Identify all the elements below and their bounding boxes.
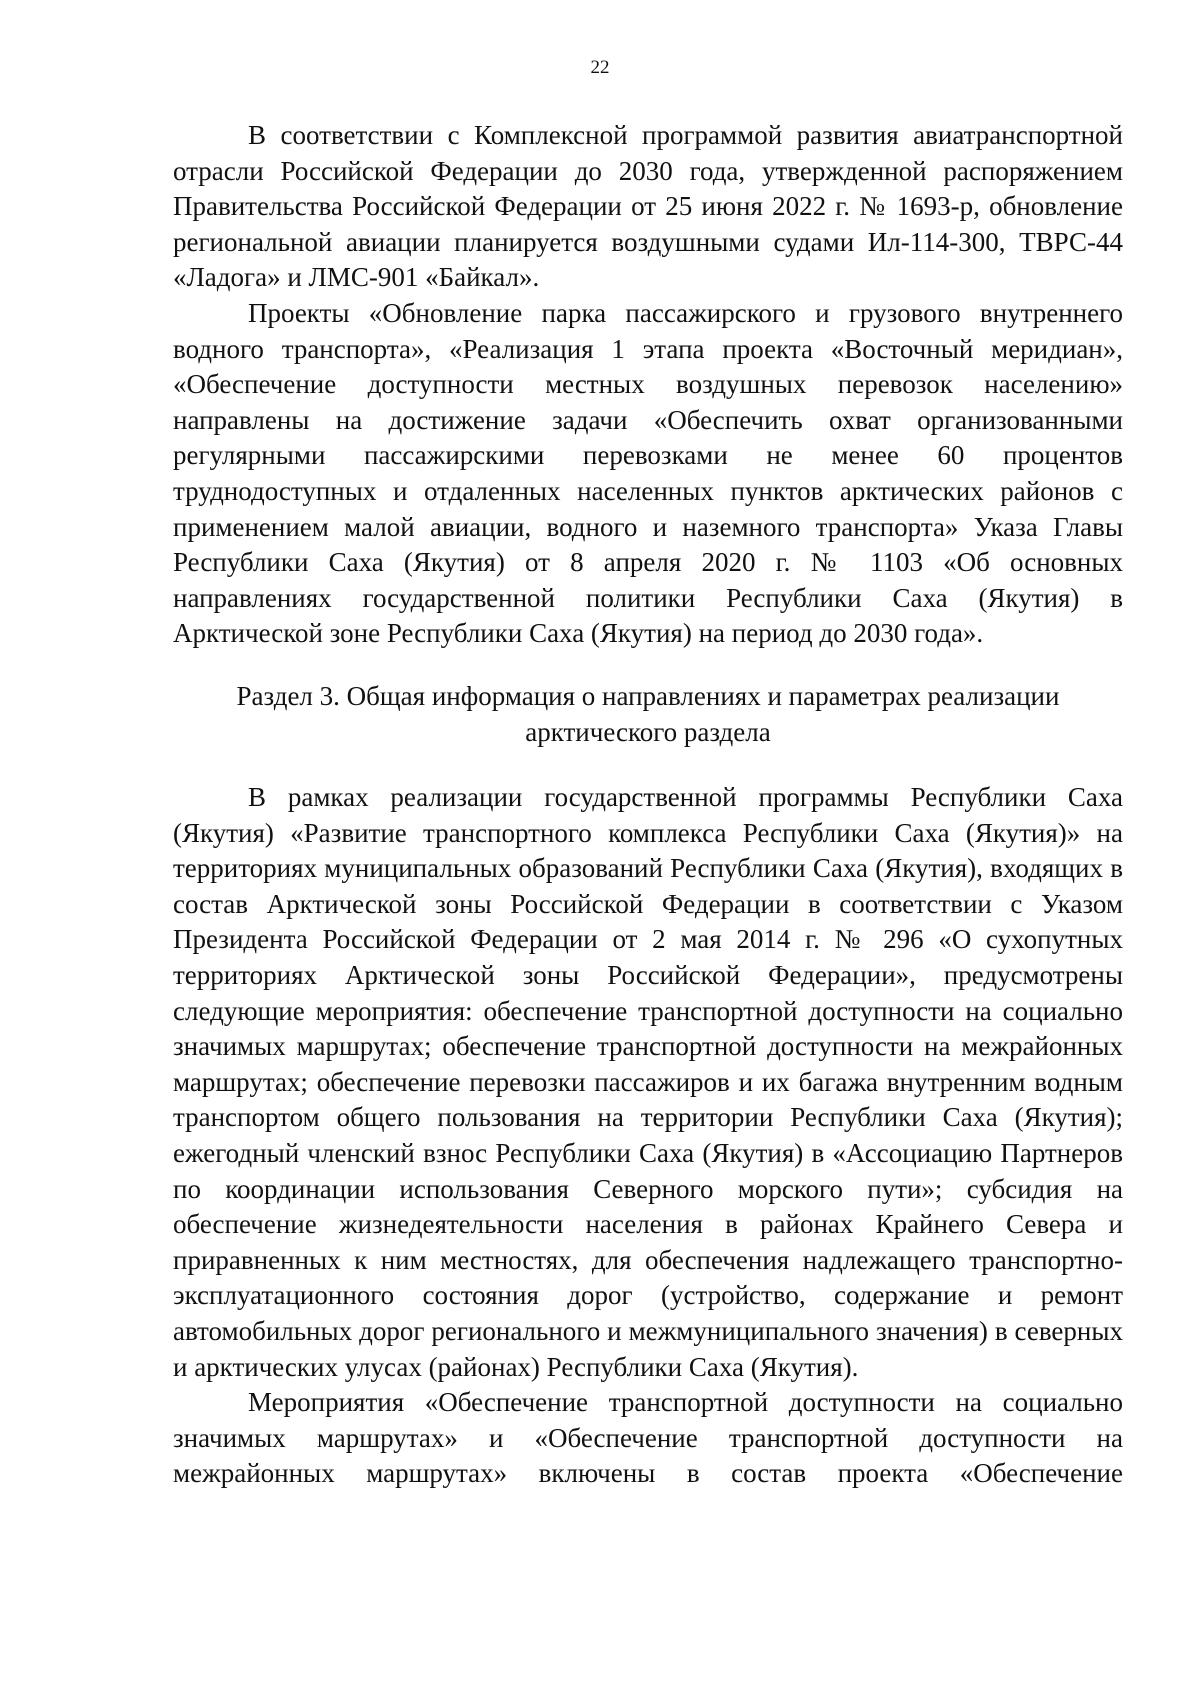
paragraph-program-measures: В рамках реализации государственной программы Республики Саха (Якутия) «Развитие транспортного комплекса Республики Саха (Якутия)» на территориях муниципальных образований Республики Саха (Якутия), входящих в состав Арктической зоны Российской Федерации в соответствии с Указом Президента Российской Федерации от 2 мая 2014 г. № 296 «О сухопутных территориях Арктической зоны Российской Федерации», предусмотрены следующие мероприятия: обеспечение транспортной доступности на социально значимых маршрутах; обеспечение транспортной доступности на межрайонных маршрутах; обеспечение перевозки пассажиров и их багажа внутренним водным транспортом общего пользования на территории Республики Саха (Якутия); ежегодный членский взнос Республики Саха (Якутия) в «Ассоциацию Партнеров по координации использования Северного морского пути»; субсидия на обеспечение жизнедеятельности населения в районах Крайнего Севера и приравненных к ним местностях, для обеспечения надлежащего транспортно-эксплуатационного состояния дорог (устройство, содержание и ремонт автомобильных дорог регионального и межмуниципального значения) в северных и арктических улусах (районах) Республики Саха (Якутия). xyxy=(173,782,1123,1382)
document-body xyxy=(173,118,1123,1492)
section-heading-line-1: Раздел 3. Общая информация о направлениях и параметрах реализации xyxy=(236,680,1060,711)
section-heading-line-2: арктического раздела xyxy=(525,716,771,747)
paragraph-projects: Проекты «Обновление парка пассажирского и грузового внутреннего водного транспорта», «Реализация 1 этапа проекта «Восточный меридиан», «Обеспечение доступности местных воздушных перевозок населению» направлены на достижение задачи «Обеспечить охват организованными регулярными пассажирскими перевозками не менее 60 процентов труднодоступных и отдаленных населенных пунктов арктических районов с применением малой авиации, водного и наземного транспорта» Указа Главы Республики Саха (Якутия) от 8 апреля 2020 г. № 1103 «Об основных направлениях государственной политики Республики Саха (Якутия) в Арктической зоне Республики Саха (Якутия) на период до 2030 года». xyxy=(173,297,1123,649)
page-number: 22 xyxy=(590,57,610,78)
section-heading xyxy=(173,679,1123,750)
paragraph-aviation-program: В соответствии с Комплексной программой развития авиатранспортной отрасли Российской Федерации до 2030 года, утвержденной распоряжением Правительства Российской Федерации от 25 июня 2022 г. № 1693-р, обновление региональной авиации планируется воздушными судами Ил-114-300, ТВРС-44 «Ладога» и ЛМС-901 «Байкал». xyxy=(173,120,1123,293)
spacer xyxy=(173,750,1123,780)
paragraph-measures-included: Мероприятия «Обеспечение транспортной доступности на социально значимых маршрутах» и «Обеспечение транспортной доступности на межрайонных маршрутах» включены в состав проекта «Обеспечение xyxy=(173,1387,1123,1489)
spacer xyxy=(173,652,1123,679)
